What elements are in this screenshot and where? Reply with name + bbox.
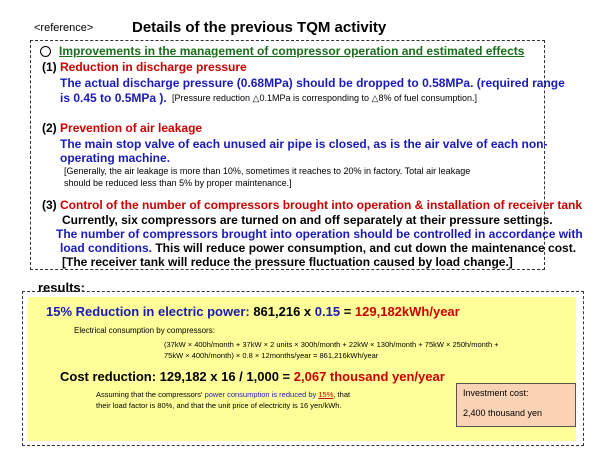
electrical-consumption-line2: 75kW × 400h/month) × 0.8 × 12months/year = 861,216kWh/year [164,351,379,360]
assumption-part-d: their load factor is 80%, and that the unit price of electricity is 16 yen/kWh. [96,401,342,410]
reference-label: <reference> [34,22,94,34]
section-3-line3-blue: load conditions. [60,241,152,255]
section-1-title: Reduction in discharge pressure [60,60,247,74]
section-3-title-row [42,198,582,212]
section-2-title-row [42,121,202,135]
electrical-consumption-label: Electrical consumption by compressors: [74,326,215,335]
results-label: results: [38,280,85,295]
investment-cost-label: Investment cost: [463,388,529,398]
assumption-part-a: Assuming that the compressors' [96,390,205,399]
section-3-line3-black: This will reduce power consumption, and cut down the maintenance cost. [152,241,577,255]
assumption-part-b: power consumption is reduced by [204,390,319,399]
power-reduction-result: 129,182kWh/year [354,304,460,319]
improvements-heading: Improvements in the management of compressor operation and estimated effects [59,44,525,58]
section-3-title: Control of the number of compressors brought into operation & installation of receiver tank [60,198,583,212]
section-1-title-row [42,60,247,74]
assumption-note [96,389,426,411]
section-3-number: (3) [42,198,57,212]
cost-reduction-result: 2,067 thousand yen/year [293,369,445,384]
section-2-note-line1: [Generally, the air leakage is more than 10%, sometimes it reaches to 20% in factory. Total air leakage [64,166,471,176]
section-1-body-line1: The actual discharge pressure (0.68MPa) should be dropped to 0.58MPa. (required range [60,76,565,90]
section-2-note-line2: should be reduced less than 5% by proper maintenance.] [64,178,292,188]
cost-reduction-line [60,369,445,384]
improvements-heading-row [40,44,524,58]
power-reduction-calc: 861,216 x [249,304,315,319]
section-2-title: Prevention of air leakage [60,121,203,135]
section-3-line2: The number of compressors brought into operation should be controlled in accordance with [56,227,583,241]
section-1-body-line2: is 0.45 to 0.5MPa ). [60,91,167,105]
assumption-percent: 15% [318,390,334,399]
page-title: Details of the previous TQM activity [132,19,387,36]
section-3-line4: [The receiver tank will reduce the pressure fluctuation caused by load change.] [62,255,513,269]
investment-cost-box [456,383,576,427]
section-2-body-line2: operating machine. [60,151,171,165]
cost-reduction-prefix: Cost reduction: 129,182 x 16 / 1,000 = [60,369,294,384]
section-3-line1: Currently, six compressors are turned on and off separately at their pressure settings. [62,213,553,227]
power-reduction-prefix: 15% Reduction in electric power: [46,304,250,319]
electrical-consumption-line1: (37kW × 400h/month + 37kW × 2 units × 300h/month + 22kW × 130h/month + 75kW × 250h/month + [164,340,499,349]
power-reduction-factor: 0.15 [314,304,341,319]
electrical-consumption-detail [164,339,584,361]
section-3-line3 [60,241,576,256]
assumption-part-c: , that [333,390,351,399]
section-2-body-line1: The main stop valve of each unused air pipe is closed, as is the air valve of each non- [60,137,548,151]
investment-cost-value: 2,400 thousand yen [463,408,543,418]
circle-bullet-icon [40,46,51,57]
section-1-number: (1) [42,60,57,74]
power-reduction-line [46,304,460,319]
power-reduction-equals: = [340,304,355,319]
section-1-note: [Pressure reduction △0.1MPa is corresponding to △8% of fuel consumption.] [172,93,477,103]
section-2-number: (2) [42,121,57,135]
